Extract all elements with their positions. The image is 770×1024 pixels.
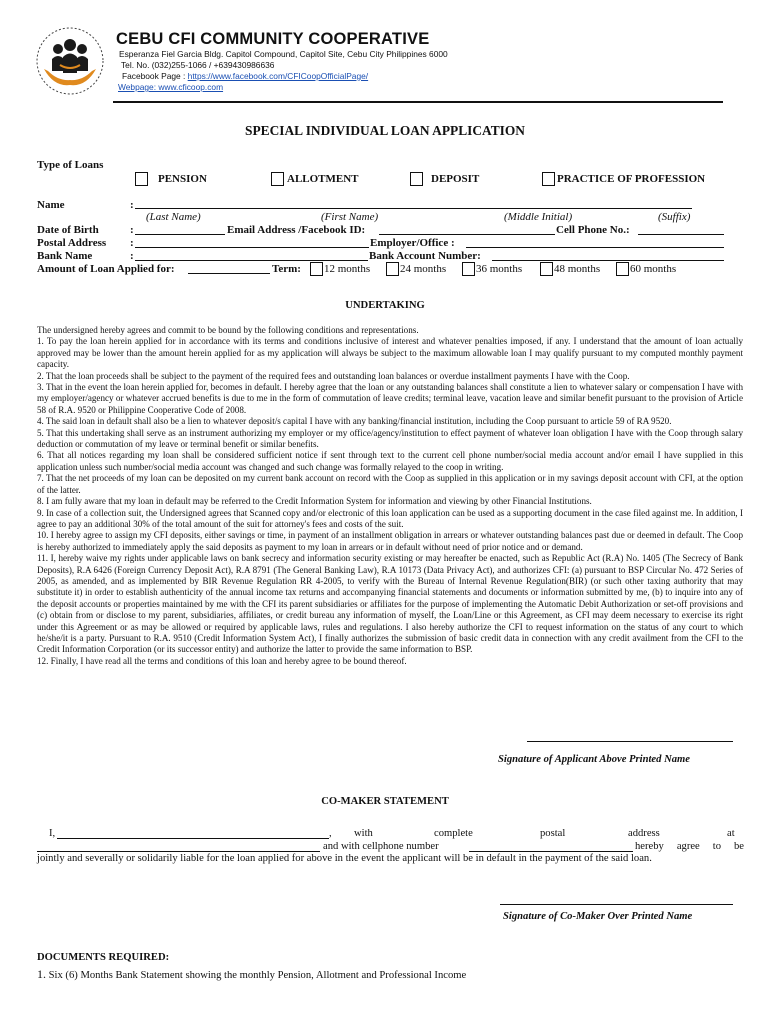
amount-field[interactable]	[188, 273, 270, 274]
undertaking-intro: The undersigned hereby agrees and commit to be bound by the following conditions and representations.	[37, 325, 419, 335]
form-title: SPECIAL INDIVIDUAL LOAN APPLICATION	[245, 123, 525, 138]
dob-colon: :	[130, 224, 134, 236]
term-36-checkbox[interactable]	[462, 262, 475, 276]
undertaking-item-1: 1. To pay the loan herein applied for in accordance with its terms and conditions inclusive of interest and whatever penalties imposed, if any. I understand that the amount of loan actually approved may be lower than the amount herein applied for as my application will always be subject to the maximum allowable loan I may qualify pursuant to my computed monthly payment capacity.	[37, 336, 743, 370]
term-60-label: 60 months	[630, 263, 677, 275]
deposit-label: DEPOSIT	[431, 173, 480, 185]
term-12-label: 12 months	[324, 263, 371, 275]
practice-of-profession-checkbox[interactable]	[542, 172, 555, 186]
documents-required-title: DOCUMENTS REQUIRED:	[37, 952, 170, 963]
cooperative-logo	[34, 25, 106, 97]
term-12-checkbox[interactable]	[310, 262, 323, 276]
org-address: Esperanza Fiel Garcia Bldg. Capitol Compound, Capitol Site, Cebu City Philippines 6000	[119, 49, 448, 59]
cell-phone-label: Cell Phone No.:	[556, 224, 630, 236]
documents-item-1-number: 1.	[37, 967, 46, 981]
last-name-caption: (Last Name)	[146, 211, 201, 223]
comaker-cellphone-field[interactable]	[469, 851, 633, 852]
comaker-signature-caption: Signature of Co-Maker Over Printed Name	[503, 911, 693, 922]
comaker-word-address: address	[628, 828, 660, 839]
facebook-label: Facebook Page :	[122, 71, 186, 81]
postal-colon: :	[130, 237, 134, 249]
undertaking-item-11: 11. I, hereby waive my rights under applicable laws on bank secrecy and information security existing or may hereafter be enacted, such as Republic Act (R.A) No. 1405 (The Secrecy of Bank Deposits), R.A 6426 (Foreign Currency Deposit Act), R.A 8791 (The General Banking Law), R.A 10173 (Data Privacy Act), and authorizes CFI: (a) pursuant to BSP Circular No. 472 Series of 2005, as amended, and as implemented by BIR Revenue Regulation RR 4-2005, to verify with the Bureau of Internal Revenue Regulation(BIR) (or such other taxing authority that may substitute it) in order to establish authenticity of the annual income tax returns and accompanying financial statements and documents or information submitted by me, (b) to inquire into any of the deposit accounts or properties maintained by me with the CFI its parent subsidiaries or affiliates for the purpose of implementing the Automatic Debit Authorization or set-off provisions and (c) obtain from or disclose to my parent, subsidiaries, affiliates, or credit bureau any information of myself, the Loan/Line or this Agreement, as CFI may deem necessary to exercise its right under this Agreement or as may be allowed or required by applicable laws, rules and regulations. I also hereby authorize the CFI to request information on the status of any court to which he/she/it is a party. Pursuant to R.A. 9510 (Credit Information System Act), I finally authorizes the submission of basic credit data in connection with any credit availment from the CFI to the Credit Information Corporation (or its successor entity) and authorize the latter to provide the same information to BSP.	[37, 553, 743, 655]
undertaking-item-6: 6. That all notices regarding my loan shall be considered sufficient notice if sent through text to the current cell phone number/social media account and/or email I have supplied in this application unless such number/social media account was changed and such change was formally relayed to the coop in writing.	[37, 450, 743, 472]
header-divider	[113, 101, 723, 103]
undertaking-item-3: 3. That in the event the loan herein applied for, becomes in default. I hereby agree that the loan or any outstanding balances shall constitute a lien to whatever salary or compensation I have with my employer/agency or whatever accrued benefits is due to me in the form of commutation of leave credits; terminal leave, vacation leave and similar benefit pursuant to the provision of Article 58 of R.A. 9520 or Philippine Cooperative Code of 2008.	[37, 382, 743, 415]
term-48-checkbox[interactable]	[540, 262, 553, 276]
term-label: Term:	[272, 263, 301, 275]
undertaking-item-5: 5. That this undertaking shall serve as an instrument authorizing my employer or my office/agency/institution to effect payment of whatever loan obligation I have with the Coop through salary deduction or commutation of my leave or terminal benefit or similar benefits.	[37, 427, 743, 450]
comaker-address-field[interactable]	[37, 851, 320, 852]
email-facebook-field[interactable]	[379, 234, 555, 235]
undertaking-item-8: 8. I am fully aware that my loan in default may be referred to the Credit Information System for information and viewing by other Financial Institutions.	[37, 496, 592, 507]
undertaking-text	[37, 325, 743, 667]
undertaking-item-2: 2. That the loan proceeds shall be subject to the payment of the required fees and outstanding loan balances or overdue installment payments I have with the Coop.	[37, 370, 630, 381]
allotment-label: ALLOTMENT	[287, 173, 359, 185]
allotment-checkbox[interactable]	[271, 172, 284, 186]
term-24-checkbox[interactable]	[386, 262, 399, 276]
undertaking-item-4: 4. The said loan in default shall also be a lien to whatever deposit/s capital I have with any banking/financial institution, including the Coop pursuant to article 59 of RA 9520.	[37, 416, 672, 427]
pension-label: PENSION	[158, 173, 207, 185]
undertaking-item-10: 10. I hereby agree to assign my CFI deposits, either savings or time, in payment of an installment obligation in arrears or whatever outstanding balances past due or deemed in default. The Coop is hereby authorized to immediately apply the said deposits as payment to my loan in arrears or in default without need of prior notice and or demand.	[37, 530, 743, 552]
comaker-word-complete: complete	[434, 828, 473, 839]
date-of-birth-field[interactable]	[135, 234, 225, 235]
term-60-checkbox[interactable]	[616, 262, 629, 276]
bank-account-field[interactable]	[492, 260, 724, 261]
comaker-i: I,	[49, 828, 56, 839]
comaker-agree-text: hereby agree to be	[635, 841, 744, 852]
practice-of-profession-label: PRACTICE OF PROFESSION	[557, 173, 706, 185]
name-colon: :	[130, 199, 134, 211]
term-48-label: 48 months	[554, 263, 601, 275]
bank-colon: :	[130, 250, 134, 262]
date-of-birth-label: Date of Birth	[37, 224, 99, 236]
comaker-line-1	[37, 828, 744, 841]
bank-name-field[interactable]	[135, 260, 368, 261]
bank-name-label: Bank Name	[37, 250, 93, 262]
facebook-line	[122, 71, 368, 81]
employer-office-label: Employer/Office :	[370, 237, 455, 249]
postal-address-label: Postal Address	[37, 237, 107, 249]
term-36-label: 36 months	[476, 263, 523, 275]
undertaking-title: UNDERTAKING	[345, 300, 425, 311]
documents-item-1	[37, 967, 466, 982]
postal-address-field[interactable]	[135, 247, 369, 248]
undertaking-item-7: 7. That the net proceeds of my loan can be deposited on my current bank account on record with the Coop as supplied in this application or in my savings deposit account with CFI, at the option of the latter.	[37, 473, 743, 495]
org-telephone: Tel. No. (032)255-1066 / +639430986636	[121, 60, 275, 70]
org-name: CEBU CFI COMMUNITY COOPERATIVE	[116, 30, 430, 48]
comaker-signature-line[interactable]	[500, 904, 733, 905]
comaker-comma: ,	[329, 828, 332, 839]
comaker-word-with: with	[354, 828, 373, 839]
middle-initial-caption: (Middle Initial)	[504, 211, 573, 223]
name-field[interactable]	[135, 208, 692, 209]
comaker-cellphone-text: and with cellphone number	[323, 841, 439, 852]
deposit-checkbox[interactable]	[410, 172, 423, 186]
email-facebook-label: Email Address /Facebook ID:	[227, 224, 366, 236]
cell-phone-field[interactable]	[638, 234, 724, 235]
type-of-loans-label: Type of Loans	[37, 159, 104, 171]
webpage-link[interactable]: Webpage: www.cficoop.com	[118, 82, 224, 92]
undertaking-item-12: 12. Finally, I have read all the terms and conditions of this loan and hereby agree to be bound thereof.	[37, 655, 407, 666]
suffix-caption: (Suffix)	[658, 211, 691, 223]
documents-item-1-text: Six (6) Months Bank Statement showing the monthly Pension, Allotment and Professional Income	[48, 970, 467, 981]
webpage-line	[118, 82, 223, 92]
amount-label: Amount of Loan Applied for:	[37, 263, 175, 275]
bank-account-label: Bank Account Number:	[369, 250, 481, 262]
undertaking-item-9: 9. In case of a collection suit, the Undersigned agrees that Scanned copy and/or electronic of this loan application can be used as a supporting document in the case filed against me. In addition, I agree to pay an additional 30% of the total amount of the suit for attorney's fees and costs of the suit.	[37, 507, 743, 529]
comaker-title: CO-MAKER STATEMENT	[321, 796, 449, 807]
first-name-caption: (First Name)	[321, 211, 379, 223]
comaker-line-3: jointly and severally or solidarily liable for the loan applied for above in the event the applicant will be in default in the payment of the said loan.	[37, 853, 652, 864]
comaker-word-postal: postal	[540, 828, 566, 839]
comaker-word-at: at	[727, 828, 735, 839]
facebook-link[interactable]: https://www.facebook.com/CFICoopOfficialPage/	[187, 71, 369, 81]
applicant-signature-line[interactable]	[527, 741, 733, 742]
term-24-label: 24 months	[400, 263, 447, 275]
pension-checkbox[interactable]	[135, 172, 148, 186]
applicant-signature-caption: Signature of Applicant Above Printed Name	[498, 754, 690, 765]
employer-office-field[interactable]	[466, 247, 724, 248]
name-label: Name	[37, 199, 65, 211]
comaker-name-field[interactable]	[57, 838, 329, 839]
